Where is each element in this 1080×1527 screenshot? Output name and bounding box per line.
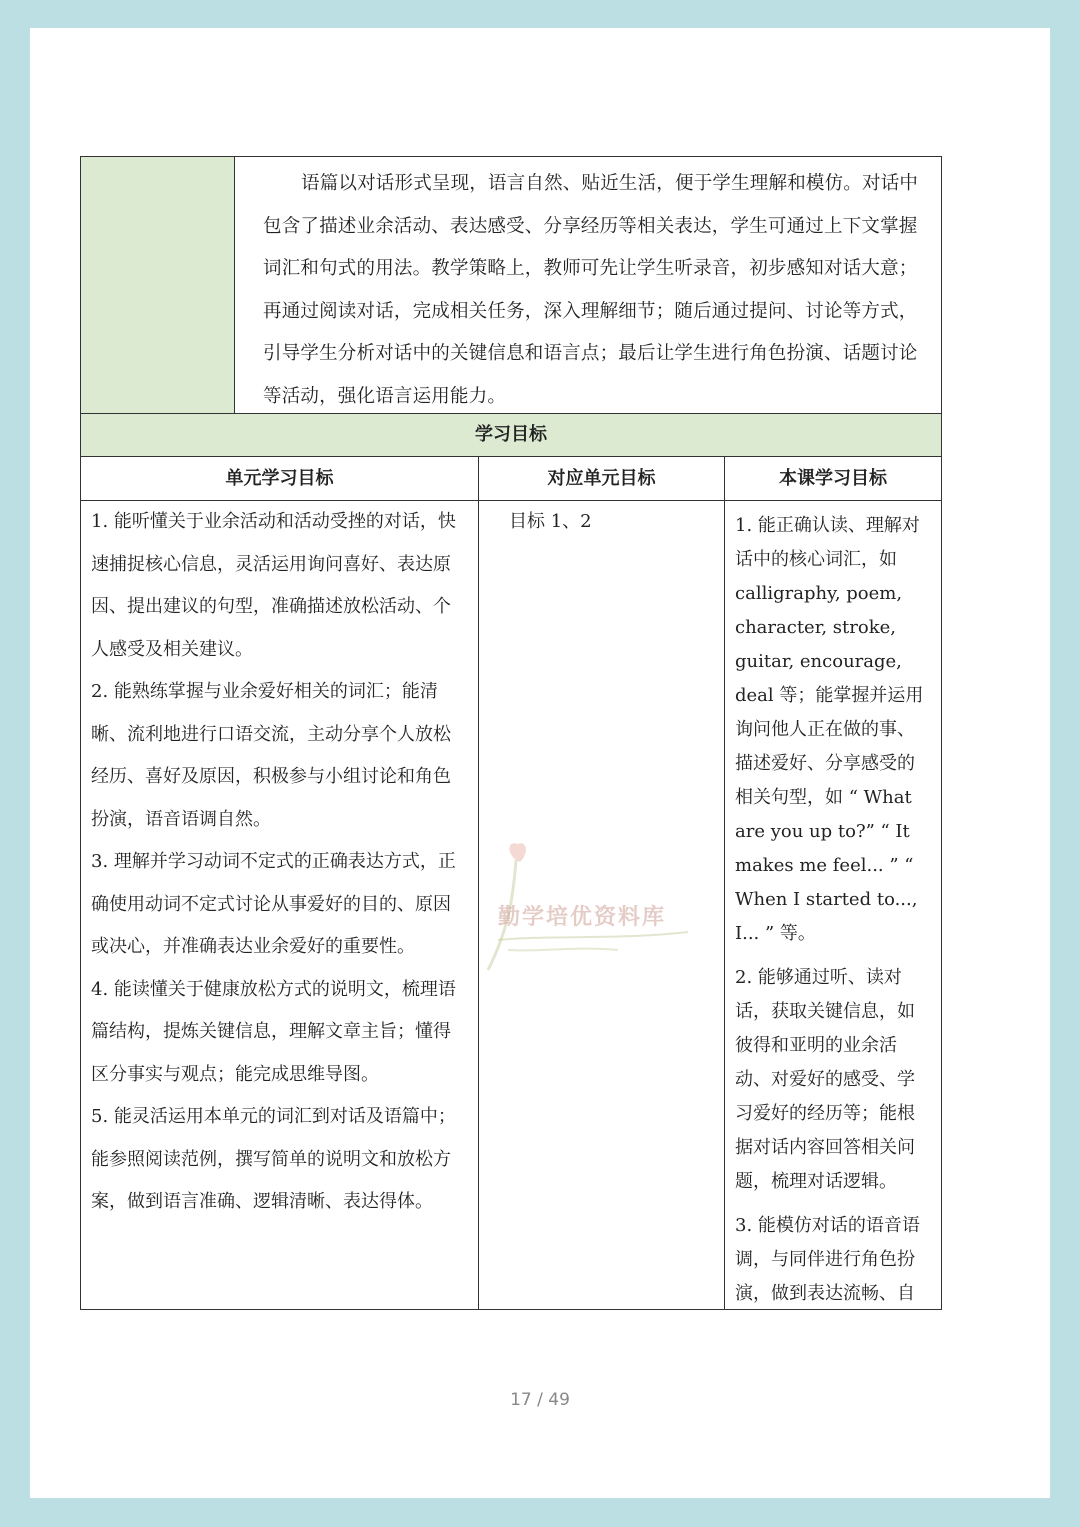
unit-goal-item: 4. 能读懂关于健康放松方式的说明文，梳理语篇结构，提炼关键信息，理解文章主旨；懂得区分事实与观点；能完成思维导图。 <box>91 978 456 1085</box>
section-title: 学习目标 <box>81 414 941 457</box>
mapped-goals-text: 目标 1、2 <box>509 511 592 532</box>
header-lesson-goals: 本课学习目标 <box>779 468 887 489</box>
lesson-goals-cell <box>725 501 941 1309</box>
analysis-row <box>81 157 941 414</box>
watermark-text: 勤学培优资料库 <box>498 904 667 930</box>
lesson-plan-table <box>80 156 942 1310</box>
lesson-goal-item: 3. 能模仿对话的语音语调，与同伴进行角色扮演，做到表达流畅、自 <box>735 1215 920 1304</box>
unit-goal-item: 3. 理解并学习动词不定式的正确表达方式，正确使用动词不定式讨论从事爱好的目的、原因或决心，并准确表达业余爱好的重要性。 <box>91 851 456 957</box>
unit-goal-item: 5. 能灵活运用本单元的词汇到对话及语篇中；能参照阅读范例，撰写简单的说明文和放松方案，做到语言准确、逻辑清晰、表达得体。 <box>91 1106 456 1212</box>
lesson-goal-item: 2. 能够通过听、读对话，获取关键信息，如彼得和亚明的业余活动、对爱好的感受、学习爱好的经历等；能根据对话内容回答相关问题，梳理对话逻辑。 <box>735 967 915 1192</box>
unit-goal-item: 2. 能熟练掌握与业余爱好相关的词汇；能清晰、流利地进行口语交流，主动分享个人放松经历、喜好及原因，积极参与小组讨论和角色扮演，语音语调自然。 <box>91 681 451 830</box>
header-unit-goals: 单元学习目标 <box>81 457 479 500</box>
unit-goal-item: 1. 能听懂关于业余活动和活动受挫的对话，快速捕捉核心信息，灵活运用询问喜好、表达原因、提出建议的句型，准确描述放松活动、个人感受及相关建议。 <box>91 511 456 660</box>
analysis-label-cell <box>81 157 235 413</box>
table-header-row <box>81 457 941 501</box>
page-number: 17 / 49 <box>510 1390 570 1410</box>
unit-goals-cell <box>81 501 479 1309</box>
analysis-text: 语篇以对话形式呈现，语言自然、贴近生活，便于学生理解和模仿。对话中包含了描述业余活动、表达感受、分享经历等相关表达，学生可通过上下文掌握词汇和句式的用法。教学策略上，教师可先让学生听录音，初步感知对话大意；再通过阅读对话，完成相关任务，深入理解细节；随后通过提问、讨论等方式，引导学生分析对话中的关键信息和语言点；最后让学生进行角色扮演、话题讨论等活动，强化语言运用能力。 <box>263 173 919 407</box>
lesson-goal-item: 1. 能正确认读、理解对话中的核心词汇，如 calligraphy, poem, character, stroke, guitar, encourage, deal 等；能掌握并运用询问他人正在做的事、描述爱好、分享感受的相关句型，如 “ What are you up to?” “ It makes me feel... ” “ When I started to..., I... ” 等。 <box>735 515 924 944</box>
header-mapped-goals: 对应单元目标 <box>479 457 725 500</box>
